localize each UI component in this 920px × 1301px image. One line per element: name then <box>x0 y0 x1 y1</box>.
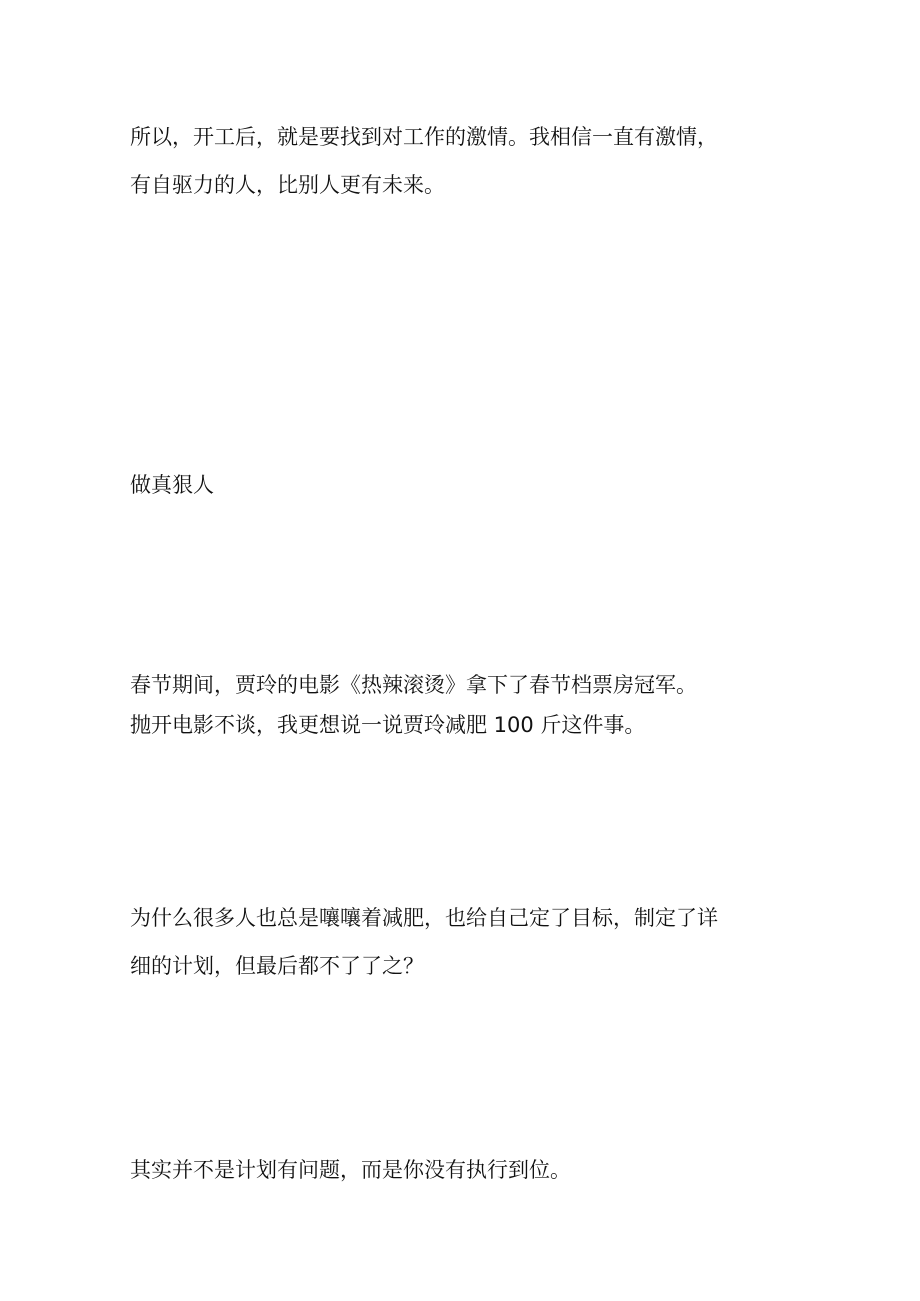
paragraph-question <box>130 894 810 990</box>
paragraph-jialing <box>130 665 810 745</box>
text-line: 抛开电影不谈，我更想说一说贾玲减肥 100 斤这件事。 <box>130 713 646 737</box>
paragraph-execution <box>130 1146 810 1194</box>
text-line: 所以，开工后，就是要找到对工作的激情。我相信一直有激情， <box>130 125 718 149</box>
text-line: 细的计划，但最后都不了了之？ <box>130 954 424 978</box>
text-line: 春节期间，贾玲的电影《热辣滚烫》拿下了春节档票房冠军。 <box>130 673 697 697</box>
paragraph-passion <box>130 113 810 209</box>
heading-text: 做真狠人 <box>130 473 214 497</box>
text-line: 为什么很多人也总是嚷嚷着减肥，也给自己定了目标，制定了详 <box>130 906 718 930</box>
text-line: 有自驱力的人，比别人更有未来。 <box>130 173 445 197</box>
section-heading <box>130 461 810 509</box>
text-line: 其实并不是计划有问题，而是你没有执行到位。 <box>130 1158 571 1182</box>
